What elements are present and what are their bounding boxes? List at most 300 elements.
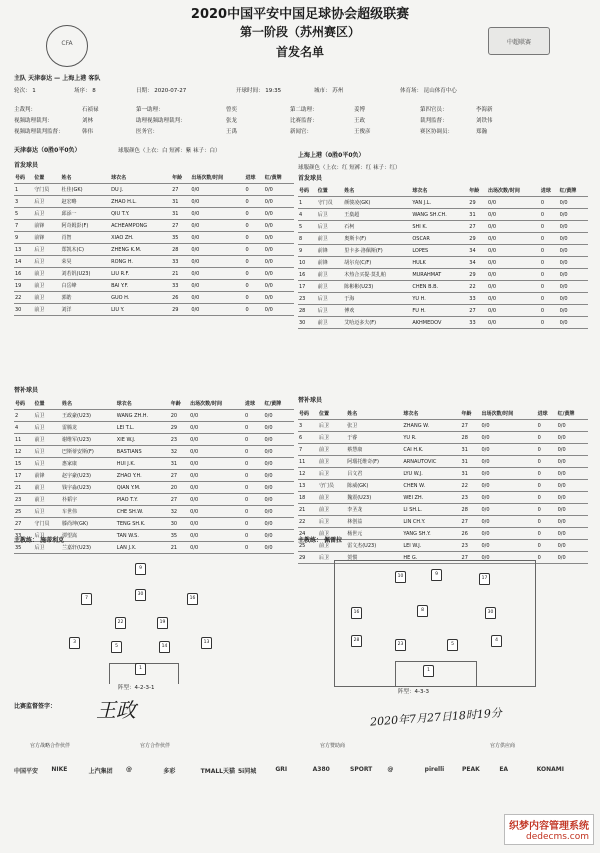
- home-starters-label: 首发球员: [14, 162, 39, 169]
- table-cell: 0: [540, 209, 559, 221]
- table-cell: HULK: [411, 257, 468, 269]
- table-cell: HUI J.K.: [116, 458, 170, 470]
- table-cell: 谭望嵩: [61, 530, 116, 542]
- table-cell: 22: [14, 292, 33, 304]
- table-cell: 17: [14, 470, 33, 482]
- away-shirt-8: 8: [417, 605, 428, 617]
- column-header: 姓名: [343, 185, 411, 197]
- table-cell: 0: [245, 292, 264, 304]
- official-role: 第一助理：: [136, 107, 164, 113]
- table-cell: 0/0: [480, 456, 536, 468]
- home-team-record: 天津泰达（0胜0平0负）: [14, 147, 81, 154]
- table-cell: 5: [298, 221, 317, 233]
- table-cell: 0/0: [189, 530, 244, 542]
- table-cell: 雷腾龙: [61, 422, 116, 434]
- table-cell: 陈彬彬(U23): [343, 281, 411, 293]
- official-role: 赛区协调员：: [420, 129, 454, 135]
- table-cell: 31: [461, 444, 481, 456]
- column-header: 年龄: [461, 408, 481, 420]
- table-cell: 0/0: [557, 552, 588, 564]
- column-header: 出场次数/时间: [189, 398, 244, 410]
- table-cell: 24: [298, 528, 318, 540]
- table-cell: 0: [245, 196, 264, 208]
- table-cell: 0/0: [480, 528, 536, 540]
- table-cell: 29: [171, 304, 190, 316]
- table-header: [14, 172, 294, 184]
- table-cell: 前锋: [33, 232, 60, 244]
- watermark-cn: 织梦内容管理系统: [509, 821, 589, 832]
- table-cell: 30: [298, 317, 317, 329]
- table-row: [298, 197, 588, 209]
- table-row: [298, 456, 588, 468]
- table-cell: ZHENG K.M.: [110, 244, 171, 256]
- table-cell: 0/0: [480, 444, 536, 456]
- table-cell: 0: [244, 482, 263, 494]
- table-cell: 0/0: [263, 434, 294, 446]
- table-cell: 27: [461, 516, 481, 528]
- table-row: [14, 304, 294, 316]
- table-cell: 0/0: [487, 317, 540, 329]
- table-cell: 0: [244, 530, 263, 542]
- table-cell: BASTIANS: [116, 446, 170, 458]
- table-cell: 0/0: [559, 197, 588, 209]
- table-row: [298, 281, 588, 293]
- table-cell: 0/0: [487, 233, 540, 245]
- table-cell: 兰嘉轩(U23): [61, 542, 116, 554]
- document-title: 首发名单: [275, 45, 324, 59]
- table-cell: 15: [14, 458, 33, 470]
- table-cell: LEI T.L.: [116, 422, 170, 434]
- sponsor-logo: 上汽集团: [88, 768, 113, 775]
- sponsor-logo: A380: [312, 766, 330, 773]
- table-cell: 王燊超: [343, 209, 411, 221]
- table-row: [298, 420, 588, 432]
- table-cell: YANG SH.Y.: [402, 528, 460, 540]
- table-cell: 21: [171, 268, 190, 280]
- table-cell: 李圣龙: [346, 504, 402, 516]
- table-cell: 前卫: [318, 492, 346, 504]
- column-header: 球衣名: [110, 172, 171, 184]
- table-cell: 9: [14, 232, 33, 244]
- table-cell: 0: [537, 456, 557, 468]
- table-cell: 0/0: [557, 420, 588, 432]
- table-cell: 0/0: [264, 232, 294, 244]
- table-cell: LIN CH.Y.: [402, 516, 460, 528]
- table-cell: 0/0: [480, 468, 536, 480]
- table-cell: 0/0: [559, 317, 588, 329]
- table-cell: 0: [244, 518, 263, 530]
- table-cell: MURAHMAT: [411, 269, 468, 281]
- column-header: 年龄: [171, 172, 190, 184]
- table-cell: 30: [14, 304, 33, 316]
- home-shirt-14: 14: [159, 641, 170, 653]
- table-cell: 0: [244, 542, 263, 554]
- table-cell: 0/0: [190, 232, 244, 244]
- table-cell: 1: [14, 184, 33, 196]
- table-cell: 0: [245, 220, 264, 232]
- table-cell: 0/0: [559, 209, 588, 221]
- table-cell: 守门员: [317, 197, 344, 209]
- table-cell: 28: [461, 432, 481, 444]
- table-row: [298, 516, 588, 528]
- official-name: 刘林: [82, 118, 94, 124]
- home-subs-label: 替补球员: [14, 387, 39, 394]
- table-cell: 0: [537, 504, 557, 516]
- table-cell: 0/0: [557, 492, 588, 504]
- official-name: 刘铁伟: [476, 118, 493, 124]
- sponsor-logo: pirelli: [424, 766, 445, 773]
- table-cell: 奥斯卡(F): [343, 233, 411, 245]
- table-cell: 0/0: [263, 506, 294, 518]
- table-cell: 雷文杰(U23): [346, 540, 402, 552]
- away-starters-label: 首发球员: [298, 175, 323, 182]
- table-row: [298, 480, 588, 492]
- table-cell: 0: [540, 293, 559, 305]
- column-header: 球衣名: [402, 408, 460, 420]
- sponsor-label-3: 官方赞助商: [320, 743, 346, 749]
- table-cell: 0/0: [557, 528, 588, 540]
- table-cell: 后卫: [318, 468, 346, 480]
- match-date: 日期： 2020-07-27: [136, 88, 187, 94]
- table-cell: 0/0: [189, 446, 244, 458]
- table-cell: FU H.: [411, 305, 468, 317]
- table-cell: 21: [170, 542, 189, 554]
- table-cell: 16: [14, 268, 33, 280]
- cfa-logo: CFA: [46, 25, 88, 67]
- table-cell: 后卫: [318, 420, 346, 432]
- teams-line: 主队 天津泰达 — 上海上港 客队: [14, 75, 101, 82]
- table-row: [298, 492, 588, 504]
- column-header: 球衣名: [116, 398, 170, 410]
- table-cell: 荣昊: [61, 256, 111, 268]
- away-team-record: 上海上港（0胜0平0负）: [298, 152, 365, 159]
- table-cell: 33: [468, 317, 487, 329]
- table-row: [298, 209, 588, 221]
- table-row: [14, 244, 294, 256]
- table-cell: 前卫: [33, 482, 61, 494]
- table-cell: CHE SH.W.: [116, 506, 170, 518]
- table-header: [14, 398, 294, 410]
- away-shirt-4: 4: [491, 635, 502, 647]
- table-cell: PIAO T.Y.: [116, 494, 170, 506]
- column-header: 进球: [540, 185, 559, 197]
- table-cell: 颜骏凌(GK): [343, 197, 411, 209]
- table-cell: 前锋: [33, 220, 60, 232]
- table-cell: 守门员: [33, 518, 61, 530]
- table-cell: 0/0: [263, 518, 294, 530]
- table-cell: 0/0: [189, 458, 244, 470]
- sponsor-logo: EA: [499, 766, 509, 773]
- table-row: [14, 434, 294, 446]
- round: 轮次： 1: [14, 88, 36, 94]
- column-header: 姓名: [61, 172, 111, 184]
- table-cell: 0: [540, 197, 559, 209]
- table-row: [14, 268, 294, 280]
- table-cell: 23: [298, 293, 317, 305]
- table-cell: 7: [14, 220, 33, 232]
- table-cell: 30: [170, 518, 189, 530]
- table-cell: 0: [245, 244, 264, 256]
- table-cell: 18: [298, 492, 318, 504]
- away-coach: 主教练： 佩雷拉: [298, 537, 343, 544]
- table-cell: 0: [245, 232, 264, 244]
- table-cell: 27: [468, 221, 487, 233]
- table-cell: 前卫: [318, 540, 346, 552]
- table-cell: 21: [14, 482, 33, 494]
- table-cell: 34: [468, 257, 487, 269]
- table-cell: 27: [14, 518, 33, 530]
- table-cell: 0: [244, 458, 263, 470]
- table-cell: 陈威(GK): [346, 480, 402, 492]
- table-row: [14, 292, 294, 304]
- table-cell: 23: [14, 494, 33, 506]
- table-cell: 22: [298, 516, 318, 528]
- table-cell: 27: [468, 305, 487, 317]
- official-role: 助理视频助理裁判：: [136, 118, 186, 124]
- official-role: 第四官员：: [420, 107, 448, 113]
- table-cell: 0/0: [263, 458, 294, 470]
- table-cell: 3: [14, 196, 33, 208]
- table-cell: 0: [537, 444, 557, 456]
- table-cell: 后卫: [318, 432, 346, 444]
- table-cell: 0/0: [264, 280, 294, 292]
- table-cell: 34: [468, 245, 487, 257]
- table-cell: 14: [14, 256, 33, 268]
- table-row: [298, 221, 588, 233]
- table-row: [14, 280, 294, 292]
- table-cell: 0/0: [189, 482, 244, 494]
- official-name: 张龙: [226, 118, 238, 124]
- column-header: 年龄: [170, 398, 189, 410]
- table-cell: 0/0: [264, 184, 294, 196]
- column-header: 出场次数/时间: [190, 172, 244, 184]
- table-cell: RONG H.: [110, 256, 171, 268]
- table-cell: 31: [461, 468, 481, 480]
- city: 城市： 苏州: [314, 88, 344, 94]
- table-cell: 0: [540, 245, 559, 257]
- table-row: [14, 256, 294, 268]
- table-cell: 13: [14, 244, 33, 256]
- table-cell: 27: [171, 184, 190, 196]
- table-cell: 前锋: [317, 257, 344, 269]
- table-cell: 23: [170, 434, 189, 446]
- table-cell: 后卫: [33, 410, 61, 422]
- table-cell: 0/0: [480, 540, 536, 552]
- home-shirt-3: 3: [69, 637, 80, 649]
- table-cell: 0/0: [480, 552, 536, 564]
- table-cell: 后卫: [317, 305, 344, 317]
- table-cell: 12: [14, 446, 33, 458]
- table-cell: 刘若钒(U23): [61, 268, 111, 280]
- table-cell: 惠家康: [61, 458, 116, 470]
- table-row: [14, 232, 294, 244]
- table-cell: 后卫: [317, 221, 344, 233]
- table-cell: 12: [298, 468, 318, 480]
- table-cell: 2: [14, 410, 33, 422]
- table-row: [298, 432, 588, 444]
- away-shirt-23: 23: [395, 639, 406, 651]
- venue: 体育场： 昆山体育中心: [400, 88, 457, 94]
- table-cell: 0/0: [559, 221, 588, 233]
- table-cell: 0/0: [557, 480, 588, 492]
- table-cell: 28: [461, 504, 481, 516]
- column-header: 位置: [33, 172, 60, 184]
- table-cell: 33: [14, 530, 33, 542]
- table-cell: YU R.: [402, 432, 460, 444]
- table-cell: 0: [537, 468, 557, 480]
- table-cell: 0: [540, 305, 559, 317]
- table-cell: 前卫: [33, 292, 60, 304]
- table-cell: 肖智: [61, 232, 111, 244]
- table-cell: WANG SH.CH.: [411, 209, 468, 221]
- table-cell: 32: [170, 446, 189, 458]
- table-cell: 0: [245, 280, 264, 292]
- table-cell: 9: [298, 245, 317, 257]
- column-header: 年龄: [468, 185, 487, 197]
- table-row: [14, 506, 294, 518]
- table-cell: 后卫: [317, 209, 344, 221]
- table-cell: LOPES: [411, 245, 468, 257]
- column-header: 进球: [244, 398, 263, 410]
- column-header: 进球: [245, 172, 264, 184]
- table-cell: 0/0: [557, 504, 588, 516]
- table-cell: 里卡多·洛佩斯(F): [343, 245, 411, 257]
- table-row: [14, 196, 294, 208]
- league-title: 2020中国平安中国足球协会超级联赛: [190, 7, 410, 22]
- table-cell: LI SH.L.: [402, 504, 460, 516]
- table-cell: 0/0: [189, 542, 244, 554]
- table-cell: 27: [170, 494, 189, 506]
- sponsor-logo: GRI: [275, 766, 288, 773]
- table-cell: 0/0: [559, 245, 588, 257]
- column-header: 姓名: [61, 398, 116, 410]
- table-cell: 0/0: [263, 482, 294, 494]
- column-header: 出场次数/时间: [480, 408, 536, 420]
- table-cell: 29: [468, 197, 487, 209]
- column-header: 红/黄牌: [263, 398, 294, 410]
- table-cell: 0: [244, 470, 263, 482]
- table-cell: 阿瑙托维奇(F): [346, 456, 402, 468]
- column-header: 出场次数/时间: [487, 185, 540, 197]
- table-cell: 0/0: [263, 422, 294, 434]
- table-cell: 0/0: [264, 196, 294, 208]
- table-cell: 0/0: [264, 208, 294, 220]
- table-cell: 0: [540, 281, 559, 293]
- table-cell: 0/0: [189, 434, 244, 446]
- official-name: 石祯禄: [82, 107, 99, 113]
- table-cell: 35: [170, 530, 189, 542]
- table-cell: 前卫: [317, 233, 344, 245]
- table-cell: 后卫: [33, 196, 60, 208]
- table-cell: 前卫: [317, 317, 344, 329]
- table-cell: 31: [171, 208, 190, 220]
- sponsor-label-2: 官方合作伙伴: [140, 743, 171, 749]
- table-cell: 6: [298, 432, 318, 444]
- table-cell: 27: [461, 552, 481, 564]
- table-cell: 1: [298, 197, 317, 209]
- table-cell: 0: [540, 221, 559, 233]
- table-cell: 31: [461, 456, 481, 468]
- sponsor-logo: @: [126, 766, 132, 773]
- table-cell: 吕文君: [346, 468, 402, 480]
- table-cell: 29: [298, 552, 318, 564]
- home-pitch: [58, 550, 230, 684]
- table-cell: 0/0: [557, 468, 588, 480]
- table-row: [298, 293, 588, 305]
- table-row: [298, 233, 588, 245]
- away-shirt-16: 16: [351, 607, 362, 619]
- table-cell: 后卫: [317, 293, 344, 305]
- table-cell: 林创益: [346, 516, 402, 528]
- sponsor-logo: TMALL天猫: [200, 768, 236, 775]
- table-cell: 0/0: [264, 244, 294, 256]
- table-cell: 杨世元: [346, 528, 402, 540]
- kickoff-time: 开球时间： 19:35: [236, 88, 282, 94]
- table-cell: 0/0: [190, 208, 244, 220]
- table-cell: 0/0: [559, 293, 588, 305]
- table-cell: 守门员: [33, 184, 60, 196]
- table-cell: 0/0: [487, 245, 540, 257]
- table-cell: 0: [537, 540, 557, 552]
- away-shirt-17: 17: [479, 573, 490, 585]
- table-cell: 前卫: [33, 304, 60, 316]
- home-shirt-9: 9: [135, 563, 146, 575]
- official-name: 王政: [354, 118, 366, 124]
- table-cell: 31: [171, 196, 190, 208]
- table-row: [14, 458, 294, 470]
- table-cell: 35: [14, 542, 33, 554]
- table-cell: 傅欢: [343, 305, 411, 317]
- table-cell: TENG SH.K.: [116, 518, 170, 530]
- table-cell: ZHANG W.: [402, 420, 460, 432]
- table-cell: 0/0: [264, 268, 294, 280]
- table-cell: 27: [171, 220, 190, 232]
- away-shirt-28: 28: [351, 635, 362, 647]
- table-cell: 0: [537, 516, 557, 528]
- table-row: [298, 257, 588, 269]
- table-cell: 0/0: [487, 209, 540, 221]
- table-cell: 0/0: [480, 480, 536, 492]
- column-header: 进球: [537, 408, 557, 420]
- home-shirt-19: 19: [157, 617, 168, 629]
- table-cell: HE G.: [402, 552, 460, 564]
- away-subs-label: 替补球员: [298, 397, 323, 404]
- table-cell: LIU R.F.: [110, 268, 171, 280]
- table-cell: 0/0: [263, 410, 294, 422]
- signature-name: 王政: [96, 698, 136, 722]
- table-cell: 0/0: [557, 432, 588, 444]
- table-cell: 0/0: [480, 492, 536, 504]
- table-cell: 0/0: [559, 233, 588, 245]
- column-header: 位置: [317, 185, 344, 197]
- table-header: [298, 408, 588, 420]
- sponsor-logo: 多彩: [163, 768, 176, 775]
- table-cell: 0: [245, 268, 264, 280]
- table-row: [14, 220, 294, 232]
- table-cell: QIAN Y.M.: [116, 482, 170, 494]
- official-role: 视频助理裁判：: [14, 118, 53, 124]
- table-cell: 23: [461, 540, 481, 552]
- table-cell: 后卫: [33, 542, 61, 554]
- away-formation: 阵型：4-3-3: [398, 689, 429, 695]
- watermark: [504, 814, 594, 845]
- table-cell: GUO H.: [110, 292, 171, 304]
- table-cell: 后卫: [33, 530, 61, 542]
- table-cell: 0/0: [263, 530, 294, 542]
- table-cell: 前卫: [318, 528, 346, 540]
- table-cell: 前卫: [33, 434, 61, 446]
- table-cell: 前卫: [317, 281, 344, 293]
